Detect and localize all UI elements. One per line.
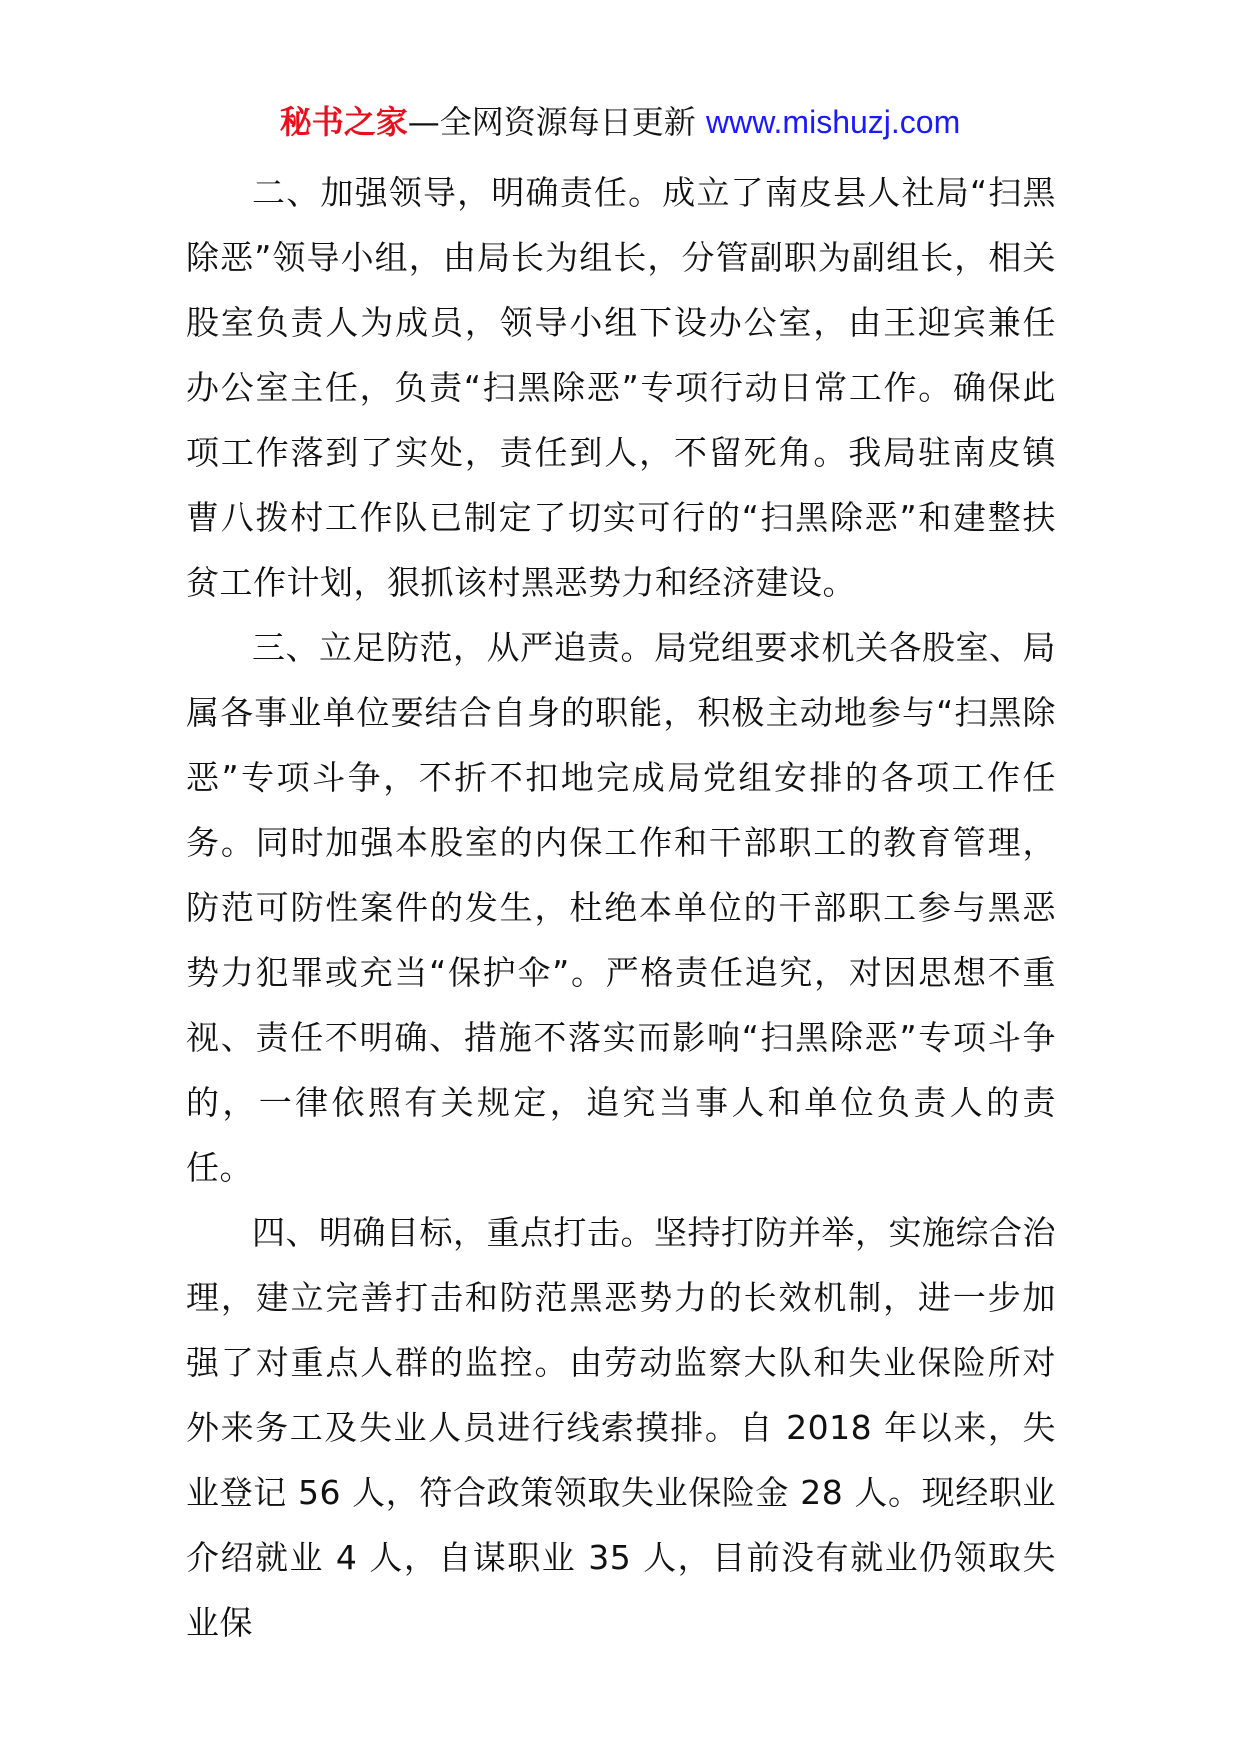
site-url-link[interactable]: www.mishuzj.com — [705, 104, 961, 140]
header-tagline: —全网资源每日更新 — [407, 103, 706, 141]
paragraph-prevention: 三、立足防范，从严追责。局党组要求机关各股室、局属各事业单位要结合自身的职能，积极主动地参与“扫黑除恶”专项斗争，不折不扣地完成局党组安排的各项工作任务。同时加强本股室的内保工作和干部职工的教育管理，防范可防性案件的发生，杜绝本单位的干部职工参与黑恶势力犯罪或充当“保护伞”。严格责任追究，对因思想不重视、责任不明确、措施不落实而影响“扫黑除恶”专项斗争的，一律依照有关规定，追究当事人和单位负责人的责任。 — [186, 628, 1056, 1187]
site-header — [0, 100, 1240, 144]
paragraph-leadership: 二、加强领导，明确责任。成立了南皮县人社局“扫黑除恶”领导小组，由局长为组长，分管副职为副组长，相关股室负责人为成员，领导小组下设办公室，由王迎宾兼任办公室主任，负责“扫黑除恶”专项行动日常工作。确保此项工作落到了实处，责任到人，不留死角。我局驻南皮镇曹八拨村工作队已制定了切实可行的“扫黑除恶”和建整扶贫工作计划，狠抓该村黑恶势力和经济建设。 — [186, 173, 1056, 602]
brand-name: 秘书之家 — [279, 103, 408, 141]
paragraph-targets: 四、明确目标，重点打击。坚持打防并举，实施综合治理，建立完善打击和防范黑恶势力的长效机制，进一步加强了对重点人群的监控。由劳动监察大队和失业保险所对外来务工及失业人员进行线索摸排。自 2018 年以来，失业登记 56 人，符合政策领取失业保险金 28 人。现经职业介绍就业 4 人，自谋职业 35 人，目前没有就业仍领取失业保 — [186, 1213, 1056, 1642]
document-body — [186, 160, 1056, 1655]
